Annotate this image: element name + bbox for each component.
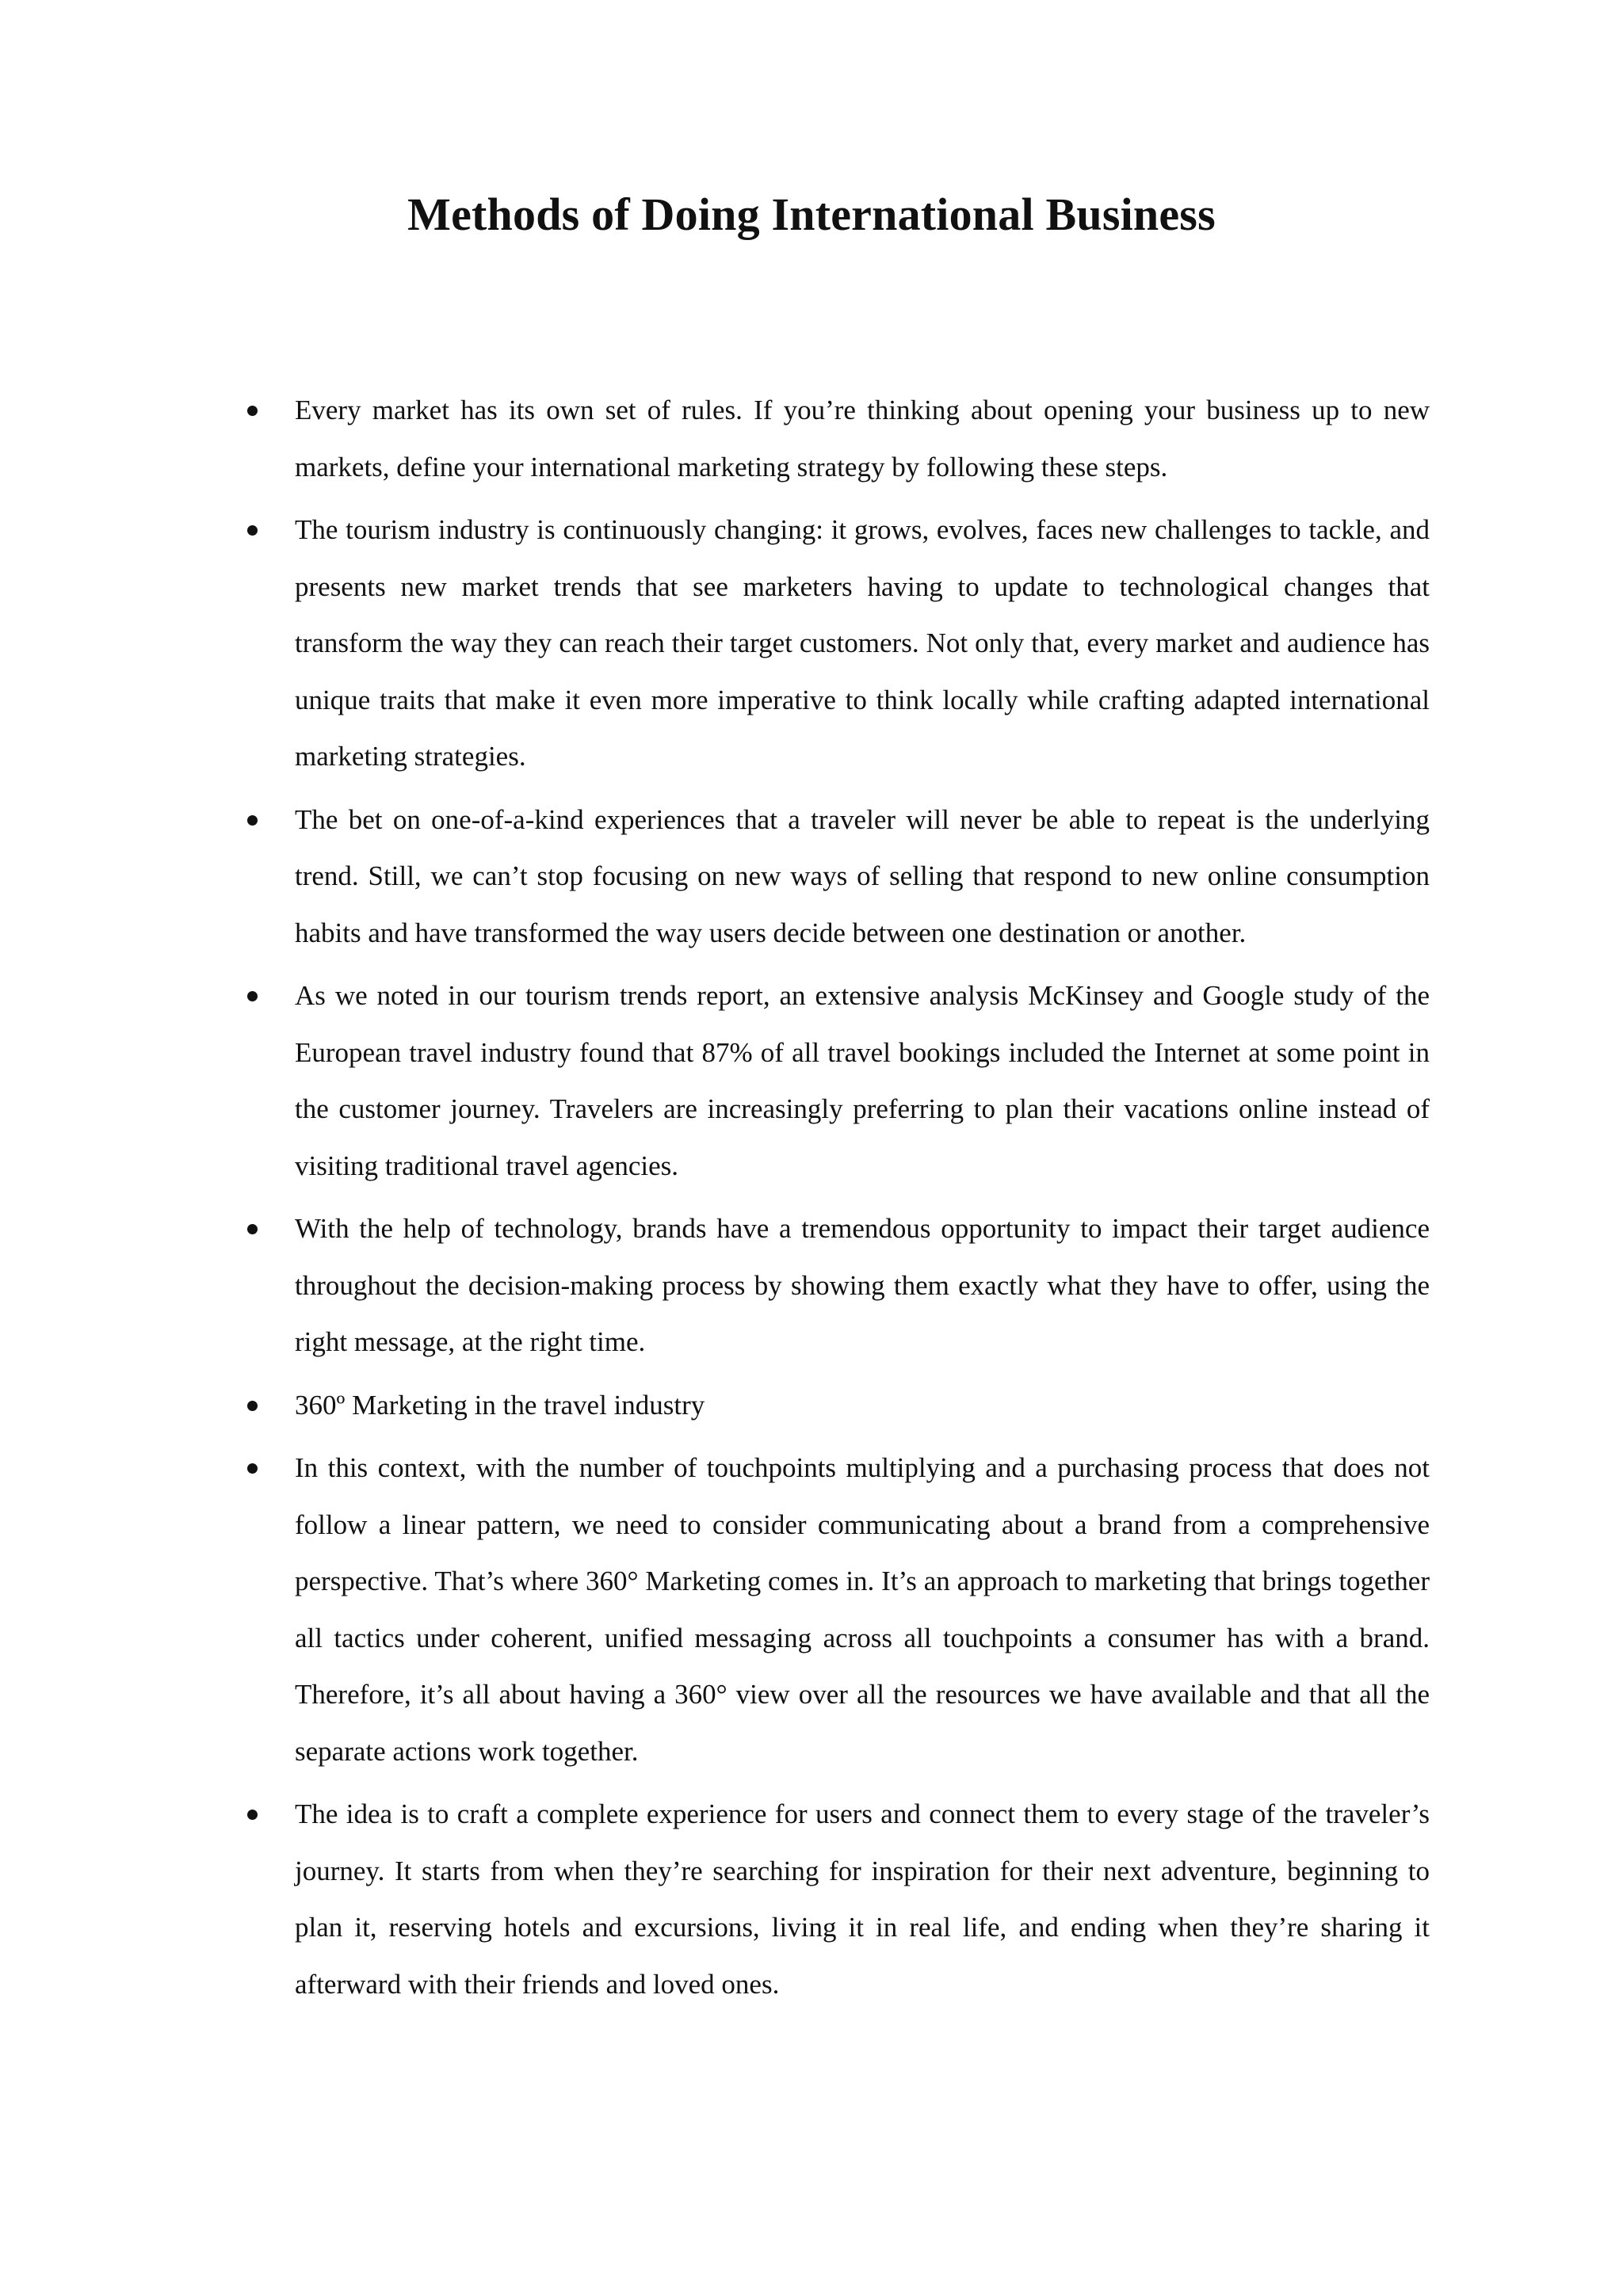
list-item-text: The tourism industry is continuously changing: it grows, evolves, faces new challenges to tackle, and presents new market trends that see marketers having to update to technological changes that transform the way they can reach their target customers. Not only that, every market and audience has unique traits that make it even more imperative to think locally while crafting adapted international marketing strategies. [295,514,1430,772]
bullet-icon [247,525,258,536]
bullet-icon [247,815,258,826]
bullet-icon [247,1810,258,1820]
list-item-text: Every market has its own set of rules. If you’re thinking about opening your business up to new markets, define your international marketing strategy by following these steps. [295,395,1430,482]
list-item-text: The idea is to craft a complete experience for users and connect them to every stage of the traveler’s journey. It starts from when they’re searching for inspiration for their next adventure, beginning to plan it, reserving hotels and excursions, living it in real life, and ending when they’re sharing it afterward with their friends and loved ones. [295,1798,1430,2000]
bullet-icon [247,1401,258,1411]
list-item [0,1440,1430,1779]
list-item [0,967,1430,1194]
list-item [0,1786,1430,2012]
list-item [0,1200,1430,1371]
list-item-text: 360º Marketing in the travel industry [295,1389,705,1421]
bullet-icon [247,1463,258,1474]
list-item [0,502,1430,785]
list-item [0,1377,1430,1434]
list-item-text: In this context, with the number of touchpoints multiplying and a purchasing process that does not follow a linear pattern, we need to consider communicating about a brand from a comprehensive perspective. That’s where 360° Marketing comes in. It’s an approach to marketing that brings together all tactics under coherent, unified messaging across all touchpoints a consumer has with a brand. Therefore, it’s all about having a 360° view over all the resources we have available and that all the separate actions work together. [295,1452,1430,1767]
list-item-text: The bet on one-of-a-kind experiences that a traveler will never be able to repeat is the underlying trend. Still, we can’t stop focusing on new ways of selling that respond to new online consumption habits and have transformed the way users decide between one destination or another. [295,803,1430,948]
list-item [0,382,1430,495]
bullet-list [0,382,1623,2019]
list-item [0,791,1430,962]
list-item-text: With the help of technology, brands have a tremendous opportunity to impact their target audience throughout the decision-making process by showing them exactly what they have to offer, using the right message, at the right time. [295,1213,1430,1357]
bullet-icon [247,406,258,416]
bullet-icon [247,1224,258,1234]
list-item-text: As we noted in our tourism trends report, an extensive analysis McKinsey and Google study of the European travel industry found that 87% of all travel bookings included the Internet at some point in the customer journey. Travelers are increasingly preferring to plan their vacations online instead of visiting traditional travel agencies. [295,980,1430,1181]
bullet-icon [247,991,258,1001]
page-title: Methods of Doing International Business [407,189,1216,240]
